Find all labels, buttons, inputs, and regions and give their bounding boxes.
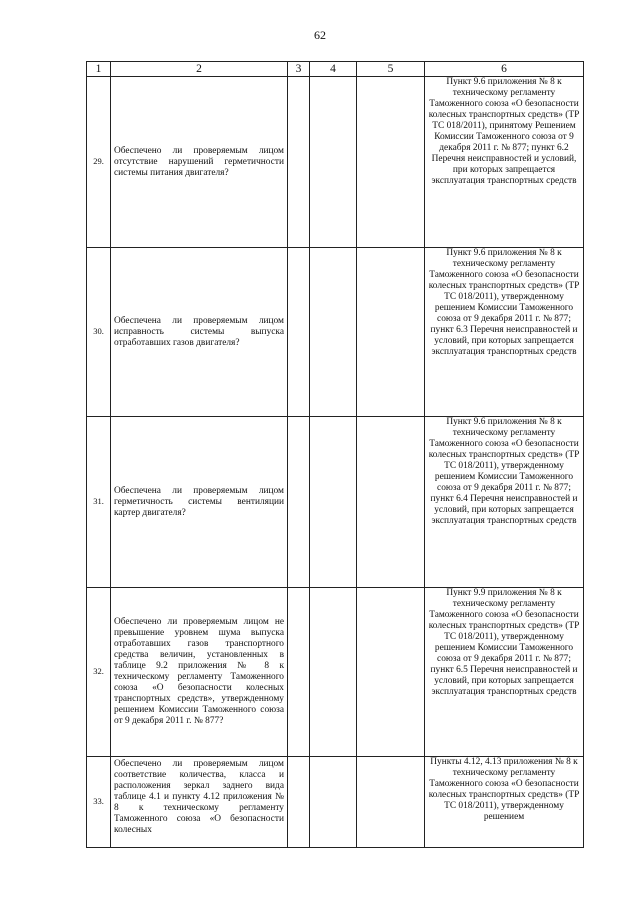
column-header: 6 [425, 62, 584, 77]
column-header: 1 [87, 62, 111, 77]
row-cell-5 [357, 77, 425, 248]
row-number: 33. [87, 757, 111, 848]
row-number: 31. [87, 417, 111, 588]
page-number: 62 [314, 28, 326, 42]
row-cell-4 [310, 757, 357, 848]
row-number: 32. [87, 588, 111, 757]
row-cell-3 [288, 77, 310, 248]
row-number: 30. [87, 248, 111, 417]
row-question: Обеспечено ли проверяемым лицом соответствие количества, класса и расположения зеркал заднего вида таблице 4.1 и пункту 4.12 приложения № 8 к техническому регламенту Таможенного союза «О безопасности колесных [111, 757, 288, 848]
row-cell-5 [357, 757, 425, 848]
row-cell-4 [310, 588, 357, 757]
row-cell-3 [288, 757, 310, 848]
row-cell-5 [357, 417, 425, 588]
row-cell-3 [288, 588, 310, 757]
row-cell-4 [310, 77, 357, 248]
column-header: 3 [288, 62, 310, 77]
row-question: Обеспечено ли проверяемым лицом не превышение уровнем шума выпуска отработавших газов транспортного средства величин, установленных в таблице 9.2 приложения № 8 к техническому регламенту Таможенного союза «О безопасности колесных транспортных средств», утвержденному решением Комиссии Таможенного союза от 9 декабря 2011 г. № 877? [111, 588, 288, 757]
table-row [87, 417, 584, 588]
row-requirement: Пункт 9.6 приложения № 8 к техническому регламенту Таможенного союза «О безопасности колесных транспортных средств» (ТР ТС 018/2011), утвержденному решением Комиссии Таможенного союза от 9 декабря 2011 г. № 877; пункт 6.4 Перечня неисправностей и условий, при которых запрещается эксплуатация транспортных средств [425, 417, 584, 588]
row-requirement: Пункт 9.9 приложения № 8 к техническому регламенту Таможенного союза «О безопасности колесных транспортных средств» (ТР ТС 018/2011), утвержденному решением Комиссии Таможенного союза от 9 декабря 2011 г. № 877; пункт 6.5 Перечня неисправностей и условий, при которых запрещается эксплуатация транспортных средств [425, 588, 584, 757]
row-question: Обеспечено ли проверяемым лицом отсутствие нарушений герметичности системы питания двигателя? [111, 77, 288, 248]
column-header: 5 [357, 62, 425, 77]
row-cell-4 [310, 248, 357, 417]
row-requirement: Пункт 9.6 приложения № 8 к техническому регламенту Таможенного союза «О безопасности колесных транспортных средств» (ТР ТС 018/2011), принятому Решением Комиссии Таможенного союза от 9 декабря 2011 г. № 877; пункт 6.2 Перечня неисправностей и условий, при которых запрещается эксплуатация транспортных средств [425, 77, 584, 248]
row-cell-4 [310, 417, 357, 588]
table-row [87, 77, 584, 248]
column-header: 4 [310, 62, 357, 77]
row-cell-3 [288, 417, 310, 588]
row-question: Обеспечена ли проверяемым лицом исправность системы выпуска отработавших газов двигателя? [111, 248, 288, 417]
table-row [87, 588, 584, 757]
table-row [87, 757, 584, 848]
row-question: Обеспечена ли проверяемым лицом герметичность системы вентиляции картер двигателя? [111, 417, 288, 588]
table-row [87, 248, 584, 417]
row-cell-5 [357, 588, 425, 757]
row-requirement: Пункт 9.6 приложения № 8 к техническому регламенту Таможенного союза «О безопасности колесных транспортных средств» (ТР ТС 018/2011), утвержденному решением Комиссии Таможенного союза от 9 декабря 2011 г. № 877; пункт 6.3 Перечня неисправностей и условий, при которых запрещается эксплуатация транспортных средств [425, 248, 584, 417]
checklist-table [86, 61, 584, 848]
row-cell-3 [288, 248, 310, 417]
column-header: 2 [111, 62, 288, 77]
table-header-row [87, 62, 584, 77]
row-cell-5 [357, 248, 425, 417]
row-number: 29. [87, 77, 111, 248]
row-requirement: Пункты 4.12, 4.13 приложения № 8 к техническому регламенту Таможенного союза «О безопасности колесных транспортных средств» (ТР ТС 018/2011), утвержденному решением [425, 757, 584, 848]
